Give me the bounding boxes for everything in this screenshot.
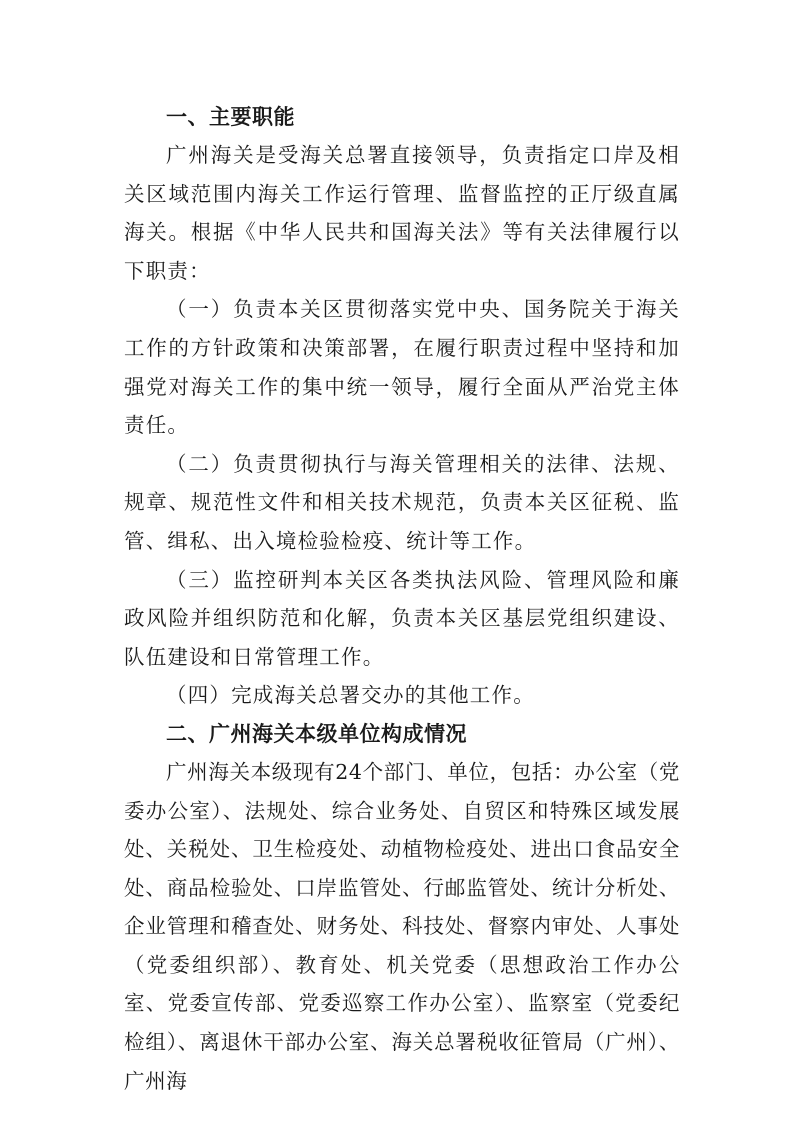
paragraph-duty-3: （三）监控研判本关区各类执法风险、管理风险和廉政风险并组织防范和化解，负责本关区基层党组织建设、队伍建设和日常管理工作。 (124, 567, 680, 669)
paragraph-duty-2: （二）负责贯彻执行与海关管理相关的法律、法规、规章、规范性文件和相关技术规范，负责本关区征税、监管、缉私、出入境检验检疫、统计等工作。 (124, 451, 680, 553)
paragraph-duty-1: （一）负责本关区贯彻落实党中央、国务院关于海关工作的方针政策和决策部署，在履行职责过程中坚持和加强党对海关工作的集中统一领导，履行全面从严治党主体责任。 (124, 297, 680, 438)
paragraph-duty-4: （四）完成海关总署交办的其他工作。 (166, 683, 535, 708)
paragraph-intro: 广州海关是受海关总署直接领导，负责指定口岸及相关区域范围内海关工作运行管理、监督监控的正厅级直属海关。根据《中华人民共和国海关法》等有关法律履行以下职责： (124, 143, 680, 283)
document-body (124, 98, 680, 1100)
section-heading-main-functions: 一、主要职能 (166, 105, 295, 129)
paragraph-unit-list: 广州海关本级现有24个部门、单位，包括：办公室（党委办公室）、法规处、综合业务处、自贸区和特殊区域发展处、关税处、卫生检疫处、动植物检疫处、进出口食品安全处、商品检验处、口岸监管处、行邮监管处、统计分析处、企业管理和稽查处、财务处、科技处、督察内审处、人事处（党委组织部）、教育处、机关党委（思想政治工作办公室、党委宣传部、党委巡察工作办公室）、监察室（党委纪检组）、离退休干部办公室、海关总署税收征管局（广州）、广州海 (124, 759, 680, 1093)
section-heading-unit-composition: 二、广州海关本级单位构成情况 (166, 721, 467, 746)
